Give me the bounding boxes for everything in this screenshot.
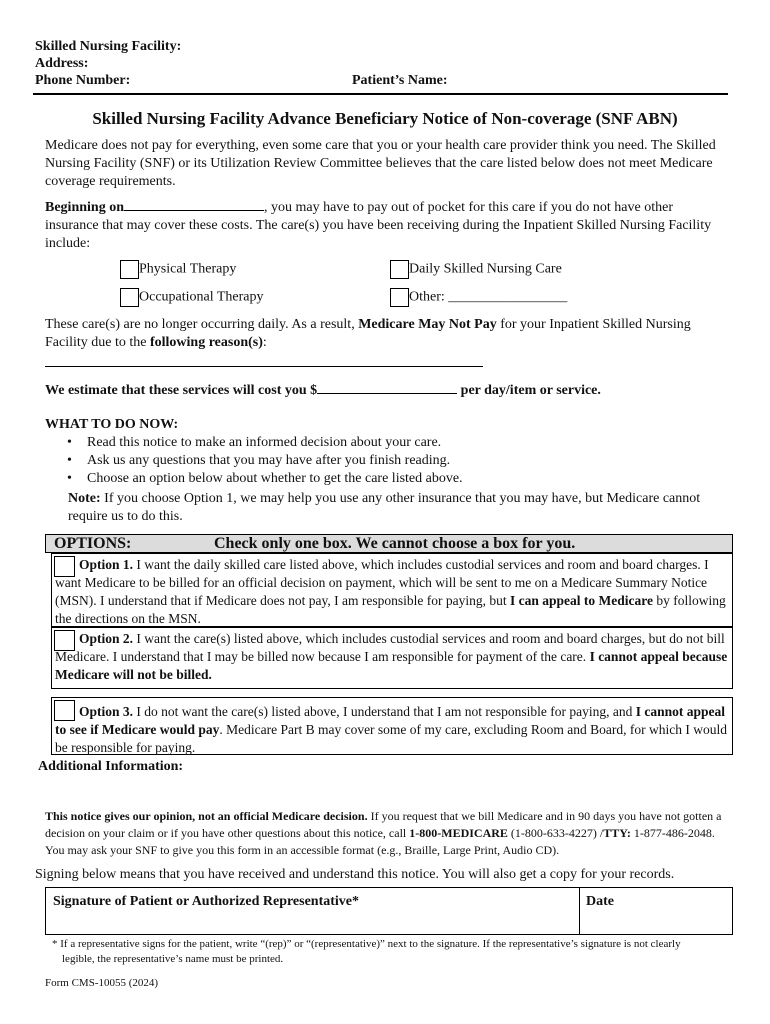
care-daily-snc <box>390 260 562 279</box>
care-occupational-therapy <box>120 288 264 307</box>
option-3-box <box>51 697 733 755</box>
option-2-text: Option 2. I want the care(s) listed above, which includes custodial services and room and board charges, but do not bill Medicare. I understand that I may be billed now because I am responsible for payment of the care. I cannot appeal because Medicare will not be billed. <box>55 631 728 682</box>
date-field[interactable] <box>580 888 732 934</box>
options-instruction: Check only one box. We cannot choose a box for you. <box>214 535 576 552</box>
physical-therapy-label: Physical Therapy <box>139 261 237 277</box>
intro-paragraph: Medicare does not pay for everything, even some care that you or your health care provider think you need. The Skilled Nursing Facility (SNF) or its Utilization Review Committee believes that the care listed below does not meet Medicare coverage requirements. <box>45 138 716 189</box>
list-item: • Ask us any questions that you may have after you finish reading. <box>65 452 725 470</box>
option-3-text: Option 3. I do not want the care(s) listed above, I understand that I am not responsible for paying, and I cannot appeal to see if Medicare would pay. Medicare Part B may cover some of my care, excluding Room and Board, for which I would be responsible for paying. <box>55 704 727 755</box>
other-checkbox[interactable] <box>390 288 409 307</box>
occupational-therapy-label: Occupational Therapy <box>139 289 264 305</box>
cost-field[interactable] <box>317 381 457 394</box>
following-reasons-text: following reason(s) <box>149 335 263 350</box>
note-paragraph: Note: If you choose Option 1, we may help you use any other insurance that you may have, but Medicare cannot require us to do this. <box>68 491 701 524</box>
cost-estimate: We estimate that these services will cost you $ per day/item or service. <box>45 383 601 398</box>
beginning-text: , you may have to pay out of pocket for this care if you do not have other insurance that may cover these costs. The care(s) you have been receiving during the Inpatient Skilled Nursing Facility include: <box>45 200 712 251</box>
reasons-paragraph: These care(s) are no longer occurring daily. As a result, Medicare May Not Pay for your Inpatient Skilled Nursing Facility due to the following reason(s): <box>45 317 691 350</box>
daily-snc-checkbox[interactable] <box>390 260 409 279</box>
beginning-label: Beginning on <box>45 200 124 215</box>
form-number: Form CMS-10055 (2024) <box>45 977 159 989</box>
patient-name-label: Patient’s Name: <box>352 73 448 88</box>
reason-line-field[interactable] <box>45 366 483 367</box>
signature-label: Signature of Patient or Authorized Representative* <box>53 894 360 909</box>
page-title: Skilled Nursing Facility Advance Beneficiary Notice of Non-coverage (SNF ABN) <box>92 109 678 128</box>
date-label: Date <box>586 894 614 909</box>
additional-info-label: Additional Information: <box>38 759 184 774</box>
option-1-box <box>51 553 733 627</box>
list-item: • Choose an option below about whether to get the care listed above. <box>65 470 725 488</box>
what-to-do-list <box>65 434 725 488</box>
disclaimer-paragraph: This notice gives our opinion, not an official Medicare decision. If you request that we bill Medicare and in 90 days you have not gotten a decision on your claim or if you have other questions about this notice, call 1-800-MEDICARE (1-800-633-4227) /TTY: 1-877-486-2048. You may ask your SNF to give you this form in an accessible format (e.g., Braille, Large Print, Audio CD). <box>45 809 722 857</box>
what-to-do-heading: WHAT TO DO NOW: <box>45 417 179 432</box>
occupational-therapy-checkbox[interactable] <box>120 288 139 307</box>
facility-label: Skilled Nursing Facility: <box>35 39 182 54</box>
care-physical-therapy <box>120 260 236 279</box>
daily-snc-label: Daily Skilled Nursing Care <box>409 261 562 277</box>
options-label: OPTIONS: <box>54 535 132 552</box>
list-item: • Read this notice to make an informed decision about your care. <box>65 434 725 452</box>
other-label: Other: _________________ <box>409 289 568 305</box>
option-2-box <box>51 627 733 689</box>
options-header <box>45 534 733 553</box>
footnote: * If a representative signs for the patient, write “(rep)” or “(representative)” next to the signature. If the representative’s signature is not clearly legible, the representative’s name must be printed. <box>52 938 681 965</box>
signature-field[interactable] <box>46 888 580 934</box>
may-not-pay-text: Medicare May Not Pay <box>358 317 497 332</box>
care-other <box>390 288 567 307</box>
physical-therapy-checkbox[interactable] <box>120 260 139 279</box>
option-1-text: Option 1. I want the daily skilled care listed above, which includes custodial services and room and board charges. I want Medicare to be billed for an official decision on payment, which will be sent to me on a Medicare Summary Notice (MSN). I understand that if Medicare does not pay, I am responsible for paying, but I can appeal to Medicare by following the directions on the MSN. <box>55 557 726 626</box>
signature-table <box>45 887 733 935</box>
signing-statement: Signing below means that you have received and understand this notice. You will also get a copy for your records. <box>35 867 675 882</box>
beginning-date-field[interactable] <box>124 198 264 211</box>
beginning-paragraph <box>45 198 725 253</box>
header-divider <box>33 93 728 95</box>
phone-label: Phone Number: <box>35 73 131 88</box>
address-label: Address: <box>35 56 89 71</box>
